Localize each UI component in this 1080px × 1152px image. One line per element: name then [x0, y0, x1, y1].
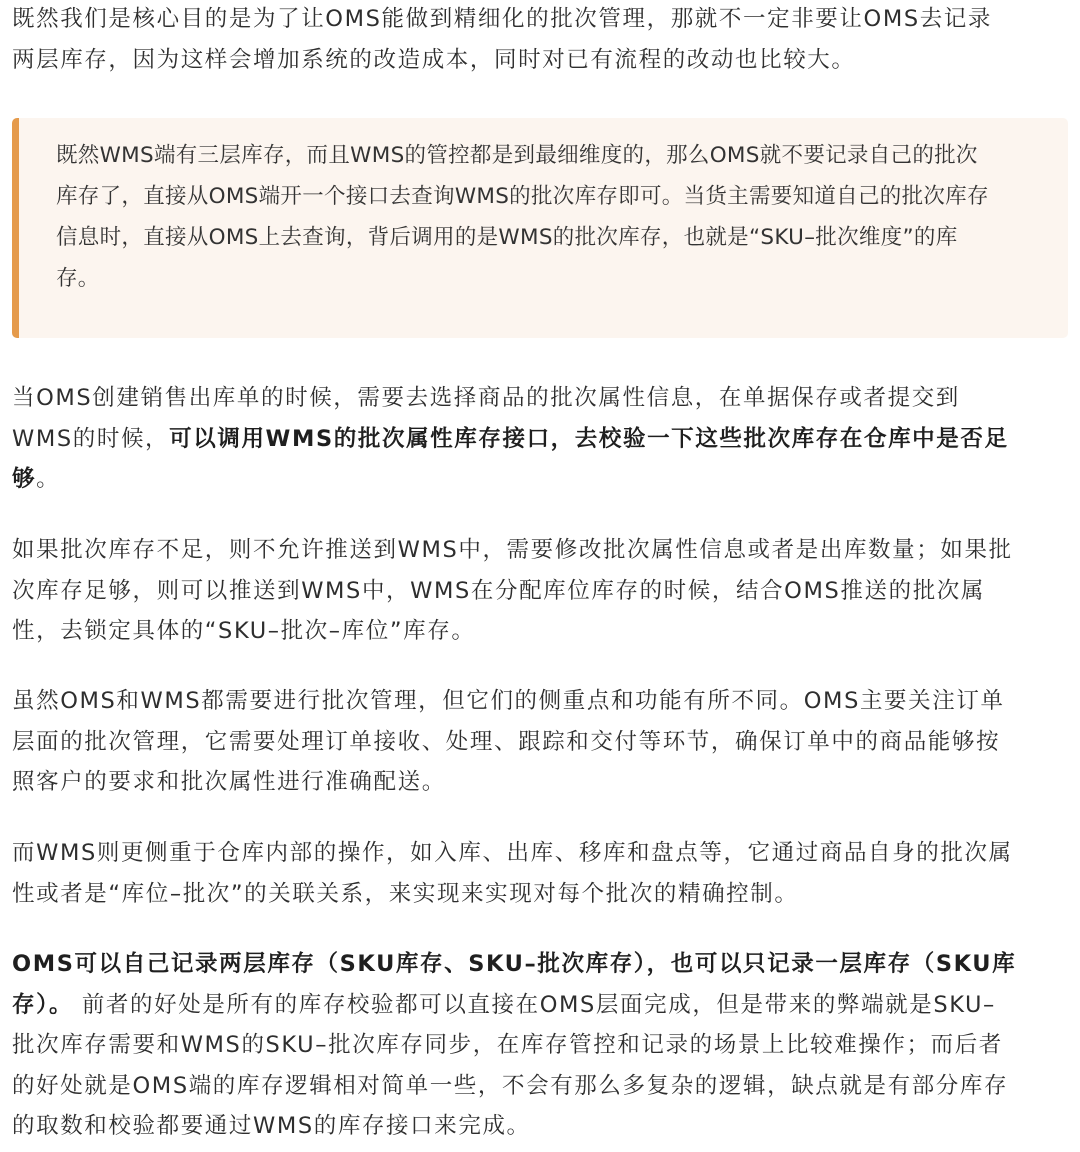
paragraph-line: 而WMS则更侧重于仓库内部的操作，如入库、出库、移库和盘点等，它通过商品自身的批次属: [12, 840, 1013, 866]
blockquote-text: [56, 135, 1056, 299]
bold-text: 存）。: [12, 991, 74, 1018]
bold-text: 够: [12, 466, 37, 492]
blockquote-line: 库存了，直接从OMS端开一个接口去查询WMS的批次库存即可。当货主需要知道自己的批次库存: [56, 184, 989, 209]
plain-text: 前者的好处是所有的库存校验都可以直接在OMS层面完成，但是带来的弊端就是SKU–: [73, 991, 996, 1018]
paragraph-line: 的好处就是OMS端的库存逻辑相对简单一些，不会有那么多复杂的逻辑，缺点就是有部分库存: [12, 1072, 1009, 1099]
paragraph-oms-wms-difference: [12, 681, 1070, 803]
paragraph-insufficient-stock: [12, 530, 1070, 652]
paragraph-line: 性，去锁定具体的“SKU–批次–库位”库存。: [12, 618, 476, 644]
blockquote: [12, 118, 1068, 338]
paragraph-line: 既然我们是核心目的是为了让OMS能做到精细化的批次管理，那就不一定非要让OMS去记录: [12, 6, 993, 32]
paragraph-line: [12, 419, 1070, 460]
paragraph-line: 次库存足够，则可以推送到WMS中，WMS在分配库位库存的时候，结合OMS推送的批次属: [12, 577, 985, 604]
paragraph-oms-outbound: [12, 378, 1070, 500]
paragraph-line: [12, 985, 1070, 1026]
paragraph-line: 批次库存需要和WMS的SKU–批次库存同步，在库存管控和记录的场景上比较难操作；而后者: [12, 1032, 1003, 1058]
paragraph-intro: [12, 0, 1070, 80]
paragraph-line: 两层库存，因为这样会增加系统的改造成本，同时对已有流程的改动也比较大。: [12, 46, 856, 73]
plain-text: WMS的时候，: [12, 425, 170, 452]
paragraph-line: 如果批次库存不足，则不允许推送到WMS中，需要修改批次属性信息或者是出库数量；如果批: [12, 537, 1013, 563]
plain-text: 。: [36, 466, 61, 492]
paragraph-line: 虽然OMS和WMS都需要进行批次管理，但它们的侧重点和功能有所不同。OMS主要关注订单: [12, 688, 1005, 714]
paragraph-line: 当OMS创建销售出库单的时候，需要去选择商品的批次属性信息，在单据保存或者提交到: [12, 385, 960, 411]
paragraph-line: 性或者是“库位–批次”的关联关系，来实现来实现对每个批次的精确控制。: [12, 880, 799, 907]
blockquote-line: 既然WMS端有三层库存，而且WMS的管控都是到最细维度的，那么OMS就不要记录自己的批次: [56, 143, 978, 168]
paragraph-line: 层面的批次管理，它需要处理订单接收、处理、跟踪和交付等环节，确保订单中的商品能够按: [12, 728, 1001, 755]
paragraph-inventory-options: [12, 944, 1070, 1147]
paragraph-wms-focus: [12, 833, 1070, 914]
paragraph-line: 照客户的要求和批次属性进行准确配送。: [12, 769, 446, 795]
blockquote-line: 信息时，直接从OMS上去查询，背后调用的是WMS的批次库存，也就是“SKU–批次维度”的库: [56, 225, 958, 250]
paragraph-line: 的取数和校验都要通过WMS的库存接口来完成。: [12, 1113, 531, 1139]
paragraph-line: [12, 459, 1070, 500]
blockquote-line: 存。: [56, 266, 100, 291]
bold-text: 可以调用WMS的批次属性库存接口，去校验一下这些批次库存在仓库中是否足: [169, 425, 1009, 452]
paragraph-line: OMS可以自己记录两层库存（SKU库存、SKU–批次库存），也可以只记录一层库存（SKU库: [12, 951, 1017, 977]
